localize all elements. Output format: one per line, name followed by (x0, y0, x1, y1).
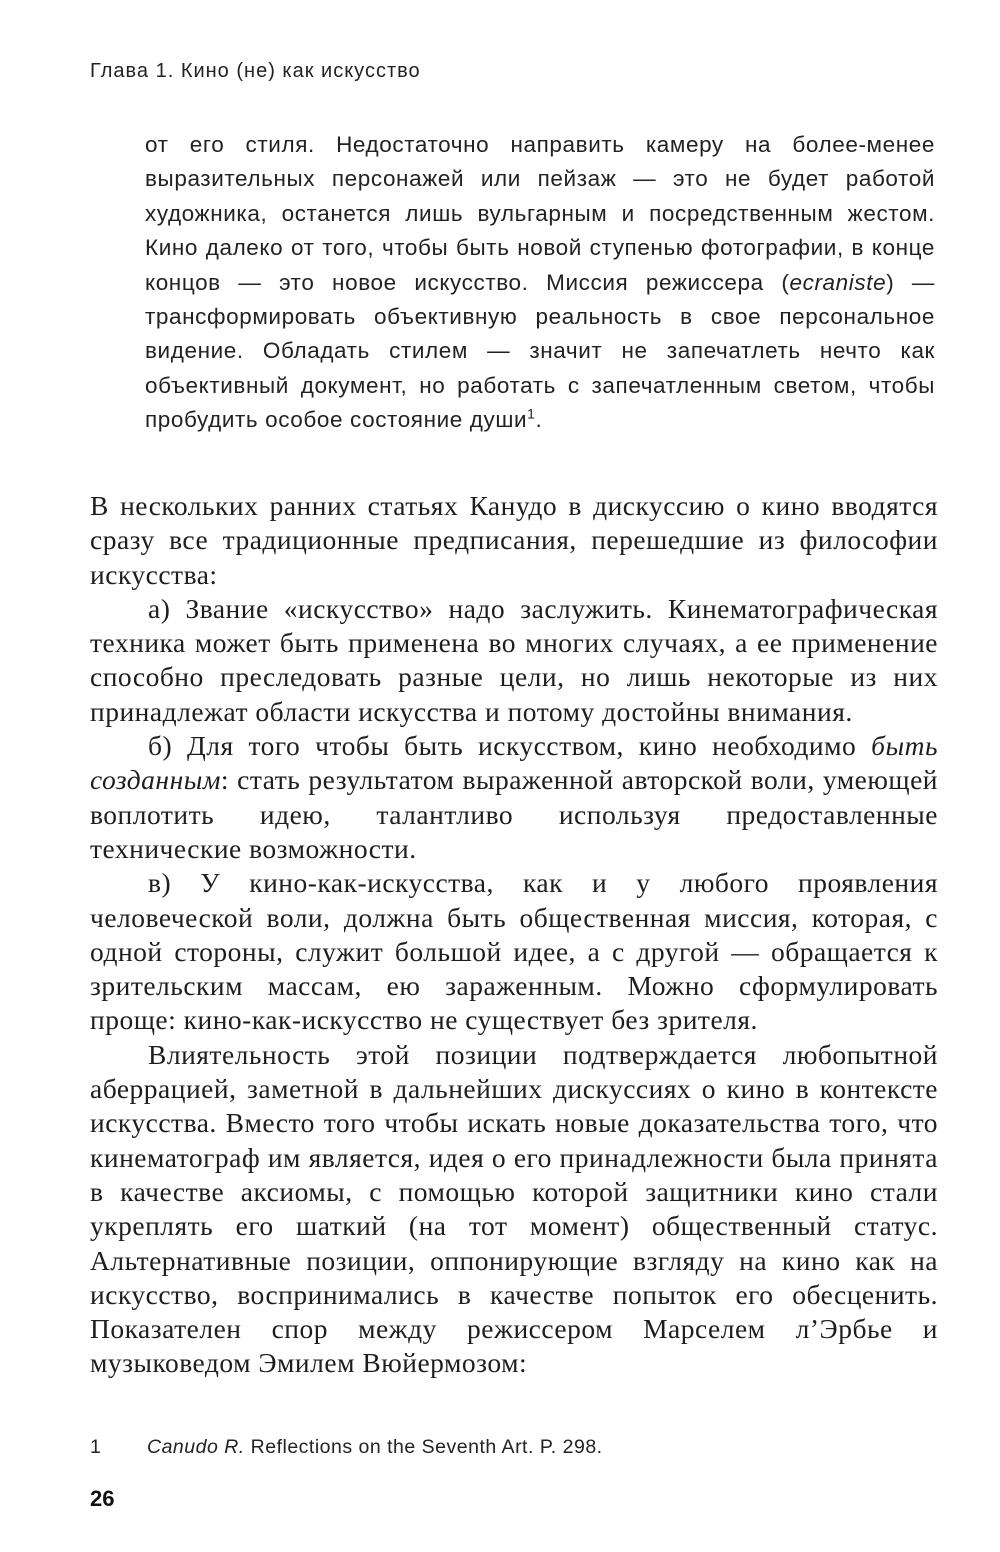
list-item-b (90, 729, 938, 866)
quote-text: . (535, 407, 543, 433)
quote-text: ) — трансформировать объективную реальность в свое персональное видение. Обладать стилем — значит не запечатлеть нечто как объективный документ, но работать с запечатленным светом, чтобы пробудить особое состояние души (145, 269, 936, 433)
footnote-number: 1 (90, 1436, 102, 1458)
quote-text: от его стиля. Недостаточно направить камеру на более-менее выразительных персонажей или пейзаж — это не будет работой художника, останется лишь вульгарным и посредственным жестом. Кино далеко от того, чтобы быть новой ступенью фотографии, в конце концов — это новое искусство. Миссия режиссера ( (145, 132, 935, 295)
running-header: Глава 1. Кино (не) как искусство (90, 60, 421, 82)
block-quote (145, 128, 935, 438)
footnote-reference[interactable]: 1 (527, 405, 536, 422)
list-item-c: в) У кино-как-искусства, как и у любого проявления человеческой воли, должна быть общественная миссия, которая, с одной стороны, служит большой идее, а с другой — обращается к зрительским массам, ею зараженным. Можно сформулировать проще: кино-как-искусство не существует без зрителя. (90, 867, 938, 1036)
list-item-a: а) Звание «искусство» надо заслужить. Кинематографическая техника может быть применена во многих случаях, а ее применение способно преследовать разные цели, но лишь некоторые из них принадлежат области искусства и потому достойны внимания. (90, 592, 938, 727)
footnote (90, 1436, 603, 1459)
paragraph-2: Влиятельность этой позиции подтверждается любопытной аберрацией, заметной в дальнейших дискуссиях о кино в контексте искусства. Вместо того чтобы искать новые доказательства того, что кинематограф им является, идея о его принадлежности была принята в качестве аксиомы, с помощью которой защитники кино стали укреплять его шаткий (на тот момент) общественный статус. Альтернативные позиции, оппонирующие взгляду на кино как на искусство, воспринимались в качестве попыток его обесценить. Показателен спор между режиссером Марселем л’Эрбье и музыковедом Эмилем Вюйермозом: (90, 1038, 938, 1379)
footnote-author: Canudo R. (147, 1436, 245, 1458)
footnote-text: Reflections on the Seventh Art. P. 298. (244, 1436, 603, 1458)
main-text (90, 489, 938, 1381)
list-item-b-text: б) Для того чтобы быть искусством, кино необходимо (148, 730, 872, 762)
quote-term: ecraniste (789, 269, 887, 295)
list-item-b-emphasis: быть созданным (90, 730, 938, 796)
paragraph-intro: В нескольких ранних статьях Канудо в дискуссию о кино вводятся сразу все традиционные предписания, перешедшие из философии искусства: (90, 490, 938, 590)
list-item-b-text: : стать результатом выраженной авторской воли, умеющей воплотить идею, талантливо используя предоставленные технические возможности. (90, 764, 938, 864)
page-number: 26 (90, 1486, 115, 1511)
